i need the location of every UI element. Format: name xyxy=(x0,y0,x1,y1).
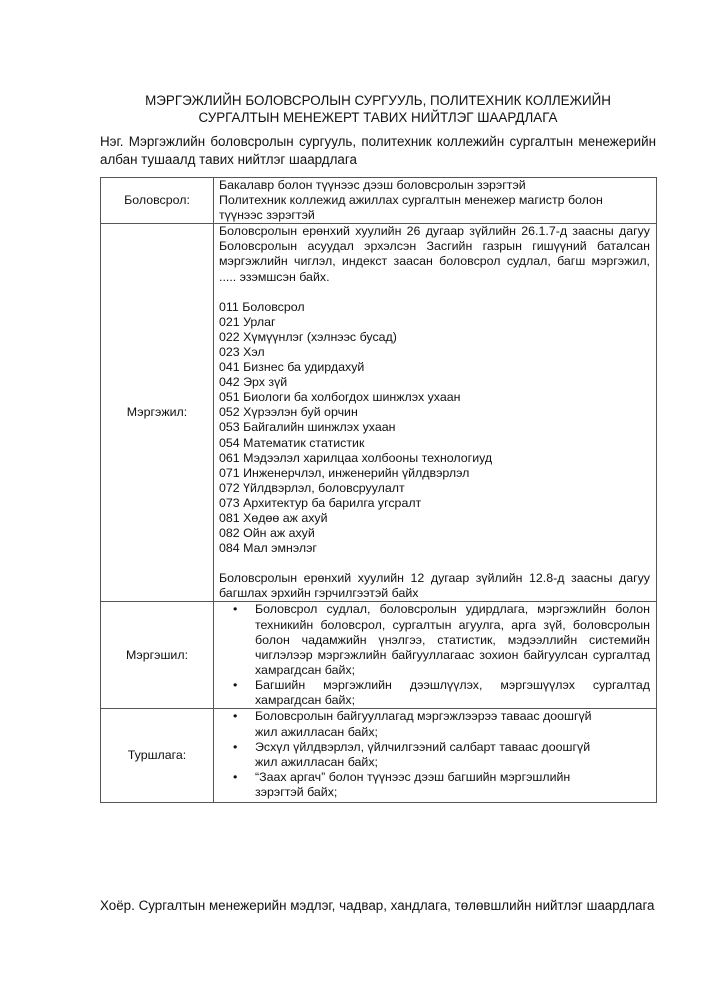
list-item: 054 Математик статистик xyxy=(219,435,365,450)
list-item: 084 Мал эмнэлэг xyxy=(219,541,317,556)
list-item: 061 Мэдээлэл харилцаа холбооны технологиуд xyxy=(219,450,493,465)
section-1-heading: Нэг. Мэргэжлийн боловсролын сургууль, политехник коллежийн сургалтын менежерийн албан тушаалд тавих нийтлэг шаардлага xyxy=(100,134,656,167)
list-item: • “Заах аргач” болон түүнээс дээш багшийн мэргэшлийн зэрэгтэй байх; xyxy=(255,770,610,800)
profession-outro: Боловсролын ерөнхий хуулийн 12 дугаар зүйлийн 12.8-д заасны дагуу багшлах эрхийн гэрчилгээтэй байх xyxy=(219,571,650,601)
list-item: • Багшийн мэргэжлийн дээшлүүлэх, мэргэшүүлэх сургалтад хамрагдсан байх; xyxy=(255,678,650,708)
table-row-education xyxy=(101,178,657,224)
row-label-education: Боловсрол: xyxy=(101,178,214,224)
title-line-2: СУРГАЛТЫН МЕНЕЖЕРТ ТАВИХ НИЙТЛЭГ ШААРДЛАГА xyxy=(198,110,558,125)
list-item: • Эсхүл үйлдвэрлэл, үйлчилгээний салбарт таваас доошгүй жил ажилласан байх; xyxy=(255,740,610,770)
profession-intro: Боловсролын ерөнхий хуулийн 26 дугаар зүйлийн 26.1.7-д заасны дагуу Боловсролын асуудал эрхэлсэн Засгийн газрын гишүүний баталсан мэргэжлийн чиглэл, индекст заасан боловсрол судлал, багш мэргэжил, ..... эзэмшсэн байх. xyxy=(219,224,650,284)
row-label-experience: Туршлага: xyxy=(101,709,214,803)
document-title xyxy=(100,92,656,126)
list-item: 042 Эрх зүй xyxy=(219,375,288,390)
section-2-heading: Хоёр. Сургалтын менежерийн мэдлэг, чадвар, хандлага, төлөвшлийн нийтлэг шаардлага xyxy=(100,898,655,913)
row-content-experience xyxy=(214,709,657,803)
row-label-profession: Мэргэжил: xyxy=(101,224,214,602)
list-item: 081 Хөдөө аж ахуй xyxy=(219,510,328,525)
list-item: 022 Хүмүүнлэг (хэлнээс бусад) xyxy=(219,329,397,344)
list-item: 023 Хэл xyxy=(219,344,265,359)
list-item: 052 Хүрээлэн буй орчин xyxy=(219,405,358,420)
row-label-qualification: Мэргэшил: xyxy=(101,602,214,709)
list-item: 053 Байгалийн шинжлэх ухаан xyxy=(219,420,396,435)
list-item: 011 Боловсрол xyxy=(219,299,305,314)
list-item: 082 Ойн аж ахуй xyxy=(219,526,315,541)
requirements-table xyxy=(100,177,657,803)
row-content-qualification xyxy=(214,602,657,709)
list-item: 021 Урлаг xyxy=(219,314,276,329)
list-item: 041 Бизнес ба удирдахуй xyxy=(219,360,365,375)
list-item: 073 Архитектур ба барилга угсралт xyxy=(219,495,422,510)
qualification-bullets xyxy=(219,602,650,708)
table-row-experience xyxy=(101,709,657,803)
education-line-1: Бакалавр болон түүнээс дээш боловсролын зэрэгтэй xyxy=(219,178,526,192)
title-line-1: МЭРГЭЖЛИЙН БОЛОВСРОЛЫН СУРГУУЛЬ, ПОЛИТЕХНИК КОЛЛЕЖИЙН xyxy=(145,93,611,108)
table-row-profession xyxy=(101,224,657,602)
profession-code-list xyxy=(219,300,650,557)
list-item: • Боловсролын байгууллагад мэргэжлээрээ таваас доошгүй жил ажилласан байх; xyxy=(255,709,610,739)
list-item: 072 Үйлдвэрлэл, боловсруулалт xyxy=(219,480,405,495)
list-item: • Боловсрол судлал, боловсролын удирдлага, мэргэжлийн болон техникийн боловсрол, сургалтын агуулга, арга зүй, боловсролын болон чадамжийн үнэлгээ, статистик, мэдээллийн системийн чиглэлээр мэргэжлийн байгууллагаас зохион байгуулсан сургалтад хамрагдсан байх; xyxy=(255,602,650,677)
experience-bullets xyxy=(219,709,650,800)
row-content-profession xyxy=(214,224,657,602)
education-line-2: Политехник коллежид ажиллах сургалтын менежер магистр болон түүнээс зэрэгтэй xyxy=(219,193,603,223)
list-item: 051 Биологи ба холбогдох шинжлэх ухаан xyxy=(219,390,461,405)
list-item: 071 Инженерчлэл, инженерийн үйлдвэрлэл xyxy=(219,465,470,480)
row-content-education xyxy=(214,178,657,224)
table-row-qualification xyxy=(101,602,657,709)
